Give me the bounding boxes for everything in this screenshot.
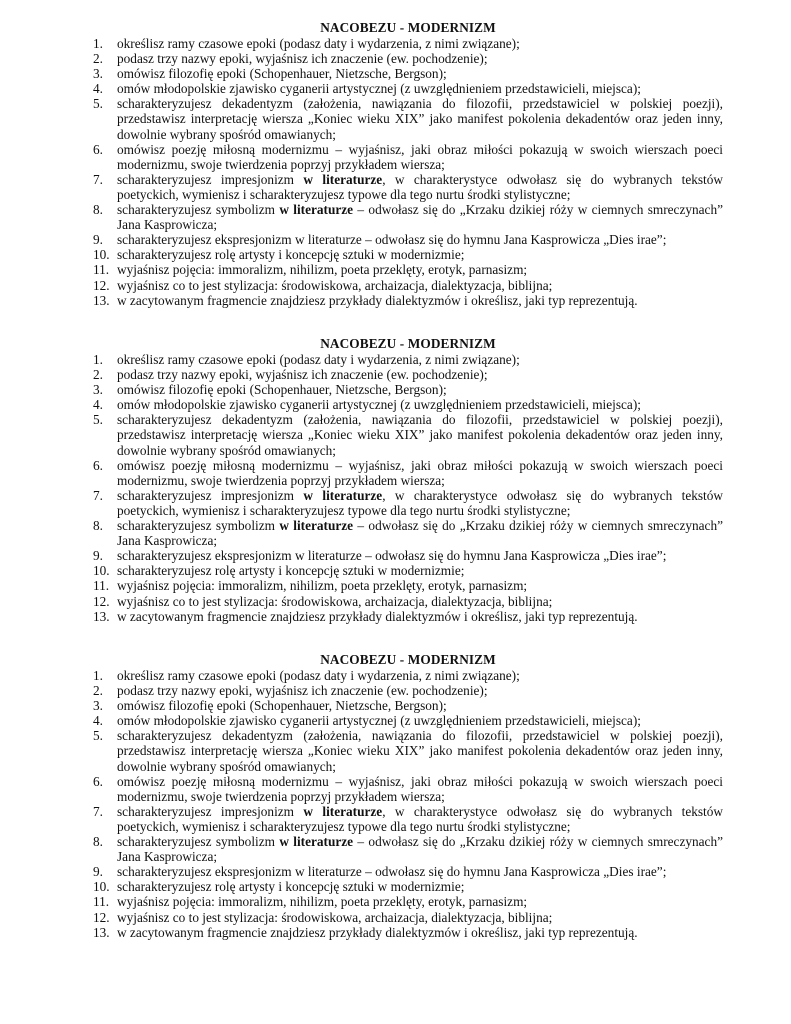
- item-text: podasz trzy nazwy epoki, wyjaśnisz ich znaczenie (ew. pochodzenie);: [117, 367, 488, 383]
- item-text: omówisz filozofię epoki (Schopenhauer, Nietzsche, Bergson);: [117, 698, 447, 714]
- list-item: [93, 293, 723, 308]
- item-number: 5.: [93, 412, 103, 428]
- item-text: omówisz poezję miłosną modernizmu – wyjaśnisz, jaki obraz miłości pokazują w swoich wierszach poeci modernizmu, swoje twierdzenia poprzyj przykładem wiersza;: [117, 141, 723, 172]
- item-text: wyjaśnisz co to jest stylizacja: środowiskowa, archaizacja, dialektyzacja, biblijna;: [117, 593, 553, 609]
- list-item: [93, 879, 723, 894]
- nacobezu-block-2: [93, 336, 723, 624]
- item-text: określisz ramy czasowe epoki (podasz daty i wydarzenia, z nimi związane);: [117, 36, 520, 51]
- item-number: 1.: [93, 352, 103, 367]
- item-text-continued: – odwołasz się do „Krzaku dzikiej róży w ciemnych smreczynach” Jana Kasprowicza;: [117, 202, 723, 233]
- item-number: 1.: [93, 668, 103, 683]
- list-item: [93, 66, 723, 81]
- item-text: w zacytowanym fragmencie znajdziesz przykłady dialektyzmów i określisz, jaki typ reprezentują.: [117, 924, 638, 940]
- list-item: [93, 278, 723, 293]
- item-number: 12.: [93, 909, 110, 925]
- list-item: [93, 202, 723, 232]
- item-number: 8.: [93, 202, 103, 218]
- list-item: [93, 594, 723, 609]
- item-number: 6.: [93, 773, 103, 789]
- item-number: 6.: [93, 141, 103, 157]
- list-item: [93, 578, 723, 593]
- item-text: wyjaśnisz co to jest stylizacja: środowiskowa, archaizacja, dialektyzacja, biblijna;: [117, 909, 553, 925]
- item-number: 2.: [93, 683, 103, 699]
- item-number: 12.: [93, 277, 110, 293]
- item-number: 13.: [93, 924, 110, 940]
- item-text: wyjaśnisz pojęcia: immoralizm, nihilizm, poeta przeklęty, erotyk, parnasizm;: [117, 894, 528, 910]
- list-item: [93, 713, 723, 728]
- item-text: w zacytowanym fragmencie znajdziesz przykłady dialektyzmów i określisz, jaki typ reprezentują.: [117, 292, 638, 308]
- item-text: podasz trzy nazwy epoki, wyjaśnisz ich znaczenie (ew. pochodzenie);: [117, 51, 488, 67]
- item-number: 11.: [93, 262, 110, 278]
- item-text-continued: – odwołasz się do „Krzaku dzikiej róży w ciemnych smreczynach” Jana Kasprowicza;: [117, 834, 723, 865]
- item-text: scharakteryzujesz rolę artysty i koncepcję sztuki w modernizmie;: [117, 563, 465, 579]
- block-title: NACOBEZU - MODERNIZM: [320, 336, 496, 351]
- list-item: [93, 609, 723, 624]
- item-number: 4.: [93, 713, 103, 729]
- item-text: scharakteryzujesz symbolizm: [117, 518, 280, 534]
- item-number: 11.: [93, 578, 110, 594]
- item-text: scharakteryzujesz dekadentyzm (założenia, nawiązania do filozofii, przedstawiciel w polskiej poezji), przedstawisz interpretację wiersza „Koniec wieku XIX” jako manifest pokolenia dekadentów oraz jeden inny, dowolnie wybrany spośród omawianych;: [117, 96, 723, 142]
- item-number: 3.: [93, 66, 103, 82]
- nacobezu-block-1: [93, 20, 723, 308]
- list-item: [93, 518, 723, 548]
- list-item: [93, 51, 723, 66]
- item-text: w zacytowanym fragmencie znajdziesz przykłady dialektyzmów i określisz, jaki typ reprezentują.: [117, 608, 638, 624]
- list-item: [93, 382, 723, 397]
- item-text: scharakteryzujesz symbolizm: [117, 834, 280, 850]
- item-text-continued: , w charakterystyce odwołasz się do wybranych tekstów poetyckich, wymienisz i scharakteryzujesz typowe dla tego nurtu środki stylistyczne;: [117, 171, 723, 202]
- item-number: 7.: [93, 171, 103, 187]
- item-text: podasz trzy nazwy epoki, wyjaśnisz ich znaczenie (ew. pochodzenie);: [117, 683, 488, 699]
- item-text-bold: w literaturze: [303, 487, 383, 503]
- list-item: [93, 683, 723, 698]
- item-text: omówisz poezję miłosną modernizmu – wyjaśnisz, jaki obraz miłości pokazują w swoich wierszach poeci modernizmu, swoje twierdzenia poprzyj przykładem wiersza;: [117, 773, 723, 804]
- item-text: scharakteryzujesz symbolizm: [117, 202, 280, 218]
- nacobezu-block-3: [93, 652, 723, 940]
- item-number: 7.: [93, 803, 103, 819]
- list-item: [93, 668, 723, 683]
- item-text: scharakteryzujesz impresjonizm: [117, 487, 304, 503]
- list-item: [93, 774, 723, 804]
- item-text-bold: w literaturze: [279, 518, 354, 534]
- criteria-list: [93, 668, 723, 940]
- item-number: 11.: [93, 894, 110, 910]
- item-text-continued: , w charakterystyce odwołasz się do wybranych tekstów poetyckich, wymienisz i scharakteryzujesz typowe dla tego nurtu środki stylistyczne;: [117, 803, 723, 834]
- item-text: omówisz filozofię epoki (Schopenhauer, Nietzsche, Bergson);: [117, 382, 447, 398]
- item-number: 8.: [93, 834, 103, 850]
- item-text: scharakteryzujesz ekspresjonizm w literaturze – odwołasz się do hymnu Jana Kasprowicza „Dies irae”;: [117, 548, 667, 564]
- list-item: [93, 458, 723, 488]
- list-item: [93, 488, 723, 518]
- item-text: scharakteryzujesz impresjonizm: [117, 171, 304, 187]
- item-text: scharakteryzujesz rolę artysty i koncepcję sztuki w modernizmie;: [117, 247, 465, 263]
- list-item: [93, 397, 723, 412]
- list-item: [93, 563, 723, 578]
- item-number: 12.: [93, 593, 110, 609]
- item-text: omów młodopolskie zjawisko cyganerii artystycznej (z uwzględnieniem przedstawicieli, miejsca);: [117, 713, 641, 729]
- item-text-bold: w literaturze: [279, 834, 354, 850]
- list-item: [93, 142, 723, 172]
- list-item: [93, 894, 723, 909]
- item-number: 4.: [93, 397, 103, 413]
- item-number: 9.: [93, 548, 103, 564]
- item-number: 2.: [93, 51, 103, 67]
- item-number: 4.: [93, 81, 103, 97]
- block-title: NACOBEZU - MODERNIZM: [320, 20, 496, 35]
- item-text: omów młodopolskie zjawisko cyganerii artystycznej (z uwzględnieniem przedstawicieli, miejsca);: [117, 81, 641, 97]
- block-title: NACOBEZU - MODERNIZM: [320, 652, 496, 667]
- item-number: 13.: [93, 292, 110, 308]
- list-item: [93, 728, 723, 773]
- item-number: 8.: [93, 518, 103, 534]
- item-text: scharakteryzujesz rolę artysty i koncepcję sztuki w modernizmie;: [117, 879, 465, 895]
- item-number: 1.: [93, 36, 103, 51]
- item-text: określisz ramy czasowe epoki (podasz daty i wydarzenia, z nimi związane);: [117, 352, 520, 367]
- item-number: 5.: [93, 728, 103, 744]
- item-number: 9.: [93, 232, 103, 248]
- item-text: wyjaśnisz pojęcia: immoralizm, nihilizm, poeta przeklęty, erotyk, parnasizm;: [117, 262, 528, 278]
- list-item: [93, 864, 723, 879]
- list-item: [93, 910, 723, 925]
- item-number: 10.: [93, 247, 110, 263]
- list-item: [93, 232, 723, 247]
- list-item: [93, 698, 723, 713]
- item-number: 13.: [93, 608, 110, 624]
- list-item: [93, 172, 723, 202]
- criteria-list: [93, 352, 723, 624]
- item-text-continued: – odwołasz się do „Krzaku dzikiej róży w ciemnych smreczynach” Jana Kasprowicza;: [117, 518, 723, 549]
- list-item: [93, 804, 723, 834]
- item-number: 6.: [93, 457, 103, 473]
- item-text: scharakteryzujesz dekadentyzm (założenia, nawiązania do filozofii, przedstawiciel w polskiej poezji), przedstawisz interpretację wiersza „Koniec wieku XIX” jako manifest pokolenia dekadentów oraz jeden inny, dowolnie wybrany spośród omawianych;: [117, 412, 723, 458]
- item-text: omówisz filozofię epoki (Schopenhauer, Nietzsche, Bergson);: [117, 66, 447, 82]
- item-number: 2.: [93, 367, 103, 383]
- item-number: 7.: [93, 487, 103, 503]
- item-text-continued: , w charakterystyce odwołasz się do wybranych tekstów poetyckich, wymienisz i scharakteryzujesz typowe dla tego nurtu środki stylistyczne;: [117, 487, 723, 518]
- list-item: [93, 412, 723, 457]
- list-item: [93, 262, 723, 277]
- item-number: 5.: [93, 96, 103, 112]
- item-text: określisz ramy czasowe epoki (podasz daty i wydarzenia, z nimi związane);: [117, 668, 520, 683]
- criteria-list: [93, 36, 723, 308]
- list-item: [93, 548, 723, 563]
- item-text: wyjaśnisz co to jest stylizacja: środowiskowa, archaizacja, dialektyzacja, biblijna;: [117, 277, 553, 293]
- item-text: scharakteryzujesz ekspresjonizm w literaturze – odwołasz się do hymnu Jana Kasprowicza „Dies irae”;: [117, 232, 667, 248]
- list-item: [93, 352, 723, 367]
- item-number: 3.: [93, 382, 103, 398]
- list-item: [93, 925, 723, 940]
- list-item: [93, 367, 723, 382]
- list-item: [93, 247, 723, 262]
- item-text: wyjaśnisz pojęcia: immoralizm, nihilizm, poeta przeklęty, erotyk, parnasizm;: [117, 578, 528, 594]
- item-text: omówisz poezję miłosną modernizmu – wyjaśnisz, jaki obraz miłości pokazują w swoich wierszach poeci modernizmu, swoje twierdzenia poprzyj przykładem wiersza;: [117, 457, 723, 488]
- item-text-bold: w literaturze: [279, 202, 354, 218]
- item-text: scharakteryzujesz impresjonizm: [117, 803, 304, 819]
- list-item: [93, 834, 723, 864]
- item-text: scharakteryzujesz dekadentyzm (założenia, nawiązania do filozofii, przedstawiciel w polskiej poezji), przedstawisz interpretację wiersza „Koniec wieku XIX” jako manifest pokolenia dekadentów oraz jeden inny, dowolnie wybrany spośród omawianych;: [117, 728, 723, 774]
- item-number: 10.: [93, 879, 110, 895]
- item-number: 9.: [93, 864, 103, 880]
- item-text-bold: w literaturze: [303, 803, 383, 819]
- list-item: [93, 81, 723, 96]
- list-item: [93, 96, 723, 141]
- item-text-bold: w literaturze: [303, 171, 383, 187]
- item-number: 3.: [93, 698, 103, 714]
- list-item: [93, 36, 723, 51]
- item-text: omów młodopolskie zjawisko cyganerii artystycznej (z uwzględnieniem przedstawicieli, miejsca);: [117, 397, 641, 413]
- item-text: scharakteryzujesz ekspresjonizm w literaturze – odwołasz się do hymnu Jana Kasprowicza „Dies irae”;: [117, 864, 667, 880]
- item-number: 10.: [93, 563, 110, 579]
